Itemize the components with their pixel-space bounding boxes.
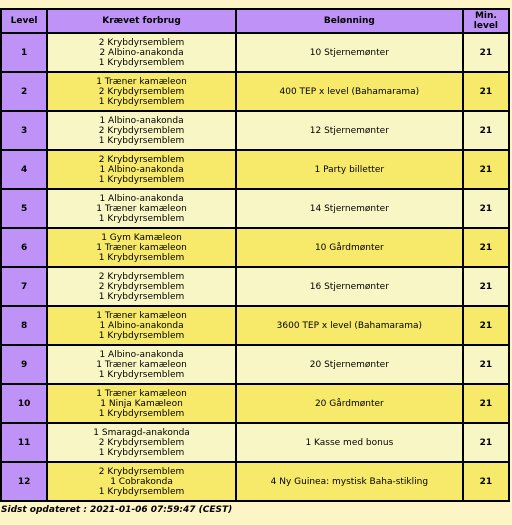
- required-cell: [48, 229, 235, 266]
- required-item: 1 Krybdyrsemblem: [98, 174, 185, 185]
- required-cell: [48, 73, 235, 110]
- level-cell: 9: [2, 346, 46, 383]
- min-level-cell: 21: [464, 463, 508, 500]
- required-item: 1 Ninja Kamæleon: [100, 398, 183, 409]
- required-cell: [48, 424, 235, 461]
- min-level-cell: 21: [464, 268, 508, 305]
- required-item: 2 Krybdyrsemblem: [98, 437, 185, 448]
- required-item: 1 Krybdyrsemblem: [98, 96, 185, 107]
- required-item: 1 Krybdyrsemblem: [98, 330, 185, 341]
- column-header-reward: Belønning: [237, 10, 462, 32]
- required-item: 1 Træner kamæleon: [96, 310, 187, 321]
- reward-cell: 20 Gårdmønter: [237, 385, 462, 422]
- required-cell: [48, 385, 235, 422]
- table-row: [2, 463, 508, 500]
- level-cell: 11: [2, 424, 46, 461]
- required-item: 2 Krybdyrsemblem: [98, 271, 185, 282]
- required-item: 1 Krybdyrsemblem: [98, 291, 185, 302]
- last-updated-text: Sidst opdateret : 2021-01-06 07:59:47 (CEST): [1, 505, 233, 515]
- level-cell: 2: [2, 73, 46, 110]
- min-level-cell: 21: [464, 229, 508, 266]
- column-header-min-level: [464, 10, 508, 32]
- min-level-cell: 21: [464, 112, 508, 149]
- reward-cell: 1 Kasse med bonus: [237, 424, 462, 461]
- required-item: 2 Krybdyrsemblem: [98, 125, 185, 136]
- required-item: 1 Træner kamæleon: [96, 203, 187, 214]
- min-level-cell: 21: [464, 307, 508, 344]
- required-item: 1 Træner kamæleon: [96, 359, 187, 370]
- required-item: 1 Træner kamæleon: [96, 76, 187, 87]
- required-item: 2 Krybdyrsemblem: [98, 37, 185, 48]
- required-item: 1 Krybdyrsemblem: [98, 252, 185, 263]
- reward-cell: 1 Party billetter: [237, 151, 462, 188]
- required-cell: [48, 190, 235, 227]
- required-item: 1 Albino-anakonda: [99, 164, 184, 175]
- required-item: 1 Krybdyrsemblem: [98, 447, 185, 458]
- min-level-cell: 21: [464, 34, 508, 71]
- required-item: 1 Krybdyrsemblem: [98, 369, 185, 380]
- reward-cell: 12 Stjernemønter: [237, 112, 462, 149]
- table-row: [2, 190, 508, 227]
- min-level-cell: 21: [464, 151, 508, 188]
- required-item: 1 Smaragd-anakonda: [93, 427, 190, 438]
- required-cell: [48, 34, 235, 71]
- column-header-required: Krævet forbrug: [48, 10, 235, 32]
- min-level-cell: 21: [464, 424, 508, 461]
- required-item: 1 Krybdyrsemblem: [98, 57, 185, 68]
- column-header-level: Level: [2, 10, 46, 32]
- header-row: [2, 10, 508, 32]
- table-row: [2, 34, 508, 71]
- required-item: 1 Krybdyrsemblem: [98, 135, 185, 146]
- min-level-cell: 21: [464, 346, 508, 383]
- required-item: 1 Krybdyrsemblem: [98, 408, 185, 419]
- min-level-cell: 21: [464, 73, 508, 110]
- required-cell: [48, 463, 235, 500]
- reward-cell: 20 Stjernemønter: [237, 346, 462, 383]
- reward-cell: 14 Stjernemønter: [237, 190, 462, 227]
- required-item: 1 Krybdyrsemblem: [98, 213, 185, 224]
- required-cell: [48, 151, 235, 188]
- column-header-min-level-line2: level: [473, 21, 499, 31]
- reward-cell: 4 Ny Guinea: mystisk Baha-stikling: [237, 463, 462, 500]
- reward-cell: 3600 TEP x level (Bahamarama): [237, 307, 462, 344]
- required-cell: [48, 307, 235, 344]
- level-cell: 7: [2, 268, 46, 305]
- required-item: 1 Træner kamæleon: [96, 242, 187, 253]
- required-item: 2 Krybdyrsemblem: [98, 86, 185, 97]
- required-cell: [48, 268, 235, 305]
- required-item: 1 Albino-anakonda: [99, 349, 184, 360]
- table-row: [2, 307, 508, 344]
- level-cell: 6: [2, 229, 46, 266]
- required-item: 2 Krybdyrsemblem: [98, 466, 185, 477]
- reward-cell: 10 Stjernemønter: [237, 34, 462, 71]
- required-item: 1 Krybdyrsemblem: [98, 486, 185, 497]
- required-cell: [48, 112, 235, 149]
- table-row: [2, 268, 508, 305]
- reward-cell: 10 Gårdmønter: [237, 229, 462, 266]
- table-row: [2, 73, 508, 110]
- required-item: 2 Krybdyrsemblem: [98, 154, 185, 165]
- required-item: 2 Krybdyrsemblem: [98, 281, 185, 292]
- level-cell: 5: [2, 190, 46, 227]
- min-level-cell: 21: [464, 190, 508, 227]
- required-item: 2 Albino-anakonda: [99, 47, 184, 58]
- table-body: [2, 34, 508, 500]
- rewards-table: [0, 8, 510, 502]
- table-row: [2, 151, 508, 188]
- level-cell: 3: [2, 112, 46, 149]
- reward-cell: 16 Stjernemønter: [237, 268, 462, 305]
- table-row: [2, 112, 508, 149]
- column-header-min-level-line1: Min.: [474, 11, 497, 21]
- level-cell: 4: [2, 151, 46, 188]
- required-cell: [48, 346, 235, 383]
- table-row: [2, 346, 508, 383]
- required-item: 1 Albino-anakonda: [99, 320, 184, 331]
- level-cell: 12: [2, 463, 46, 500]
- table-row: [2, 424, 508, 461]
- required-item: 1 Træner kamæleon: [96, 388, 187, 399]
- reward-cell: 400 TEP x level (Bahamarama): [237, 73, 462, 110]
- level-cell: 10: [2, 385, 46, 422]
- table-row: [2, 385, 508, 422]
- level-cell: 8: [2, 307, 46, 344]
- required-item: 1 Gym Kamæleon: [101, 232, 182, 243]
- required-item: 1 Albino-anakonda: [99, 193, 184, 204]
- required-item: 1 Albino-anakonda: [99, 115, 184, 126]
- required-item: 1 Cobrakonda: [110, 476, 173, 487]
- table-row: [2, 229, 508, 266]
- min-level-cell: 21: [464, 385, 508, 422]
- level-cell: 1: [2, 34, 46, 71]
